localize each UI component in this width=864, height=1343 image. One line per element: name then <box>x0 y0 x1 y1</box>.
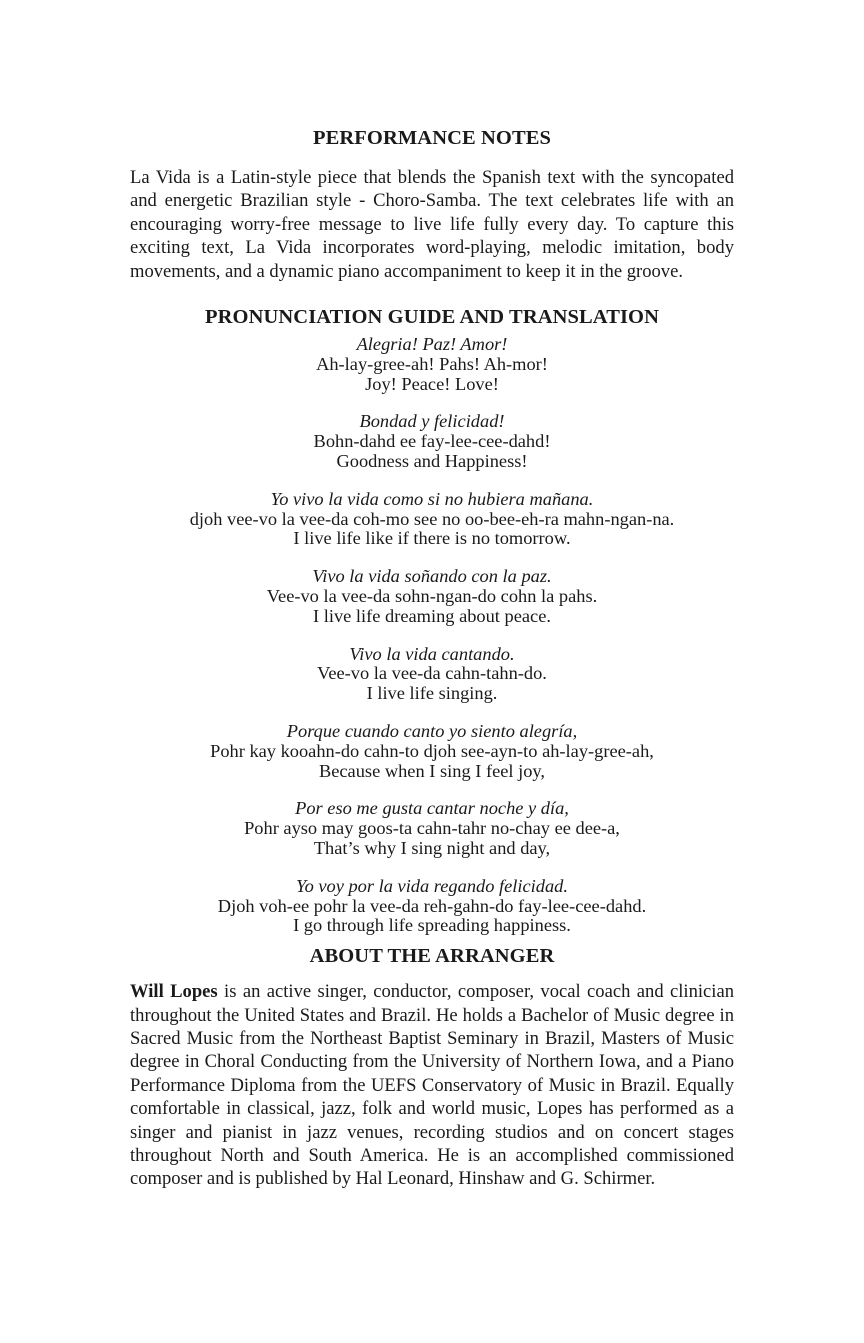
pronunciation-line: Pohr ayso may goos-ta cahn-tahr no-chay ee dee-a, <box>244 818 620 839</box>
spanish-line: Vivo la vida cantando. <box>349 643 515 664</box>
pronunciation-line: Vee-vo la vee-da cahn-tahn-do. <box>317 663 547 684</box>
arranger-bio <box>130 980 734 1191</box>
pronunciation-section <box>130 303 734 936</box>
lyric-stanza <box>130 722 734 781</box>
translation-line: I go through life spreading happiness. <box>293 915 571 936</box>
spanish-line: Alegria! Paz! Amor! <box>356 334 508 355</box>
spanish-line: Yo vivo la vida como si no hubiera mañana. <box>270 488 594 509</box>
pronunciation-line: Vee-vo la vee-da sohn-ngan-do cohn la pahs. <box>266 586 598 606</box>
about-arranger-section <box>130 942 734 1191</box>
pronunciation-title: PRONUNCIATION GUIDE AND TRANSLATION <box>205 306 659 329</box>
translation-line: I live life dreaming about peace. <box>313 605 551 626</box>
translation-line: I live life singing. <box>366 683 498 704</box>
document-page <box>130 124 734 1191</box>
spanish-line: Porque cuando canto yo siento alegría, <box>286 720 578 741</box>
lyric-stanza <box>130 799 734 858</box>
lyric-stanza <box>130 412 734 471</box>
spanish-line: Vivo la vida soñando con la paz. <box>312 566 552 587</box>
translation-line: Goodness and Happiness! <box>336 451 528 472</box>
performance-notes-title: PERFORMANCE NOTES <box>312 127 552 149</box>
pronunciation-line: djoh vee-vo la vee-da coh-mo see no oo-bee-eh-ra mahn-ngan-na. <box>189 508 675 529</box>
pronunciation-line: Djoh voh-ee pohr la vee-da reh-gahn-do fay-lee-cee-dahd. <box>217 895 647 916</box>
pronunciation-line: Ah-lay-gree-ah! Pahs! Ah-mor! <box>316 353 548 374</box>
about-arranger-title: ABOUT THE ARRANGER <box>309 945 555 968</box>
translation-line: I live life like if there is no tomorrow. <box>293 528 571 549</box>
lyric-stanza <box>130 335 734 394</box>
performance-notes-body: La Vida is a Latin-style piece that blends the Spanish text with the syncopated and energetic Brazilian style - Choro-Samba. The text celebrates life with an encouraging worry-free message to live life fully every day. To capture this exciting text, La Vida incorporates word-playing, melodic imitation, body movements, and a dynamic piano accompaniment to keep it in the groove. <box>130 167 734 282</box>
pronunciation-line: Bohn-dahd ee fay-lee-cee-dahd! <box>313 431 551 452</box>
arranger-bio-text: is an active singer, conductor, composer, vocal coach and clinician throughout the United States and Brazil. He holds a Bachelor of Music degree in Sacred Music from the Northeast Baptist Seminary in Brazil, Masters of Music degree in Choral Conducting from the University of Northern Iowa, and a Piano Performance Diploma from the UEFS Conservatory of Music in Brazil. Equally comfortable in classical, jazz, folk and world music, Lopes has performed as a singer and pianist in jazz venues, recording studios and on concert stages throughout North and South America. He is an accomplished commissioned composer and is published by Hal Leonard, Hinshaw and G. Schirmer. <box>130 981 735 1190</box>
lyric-stanza <box>130 877 734 936</box>
arranger-name: Will Lopes <box>130 981 218 1003</box>
spanish-line: Por eso me gusta cantar noche y día, <box>295 798 569 819</box>
translation-line: Because when I sing I feel joy, <box>318 760 546 781</box>
performance-notes-section <box>130 124 734 283</box>
spanish-line: Bondad y felicidad! <box>359 411 505 432</box>
pronunciation-line: Pohr kay kooahn-do cahn-to djoh see-ayn-to ah-lay-gree-ah, <box>210 740 654 761</box>
translation-line: Joy! Peace! Love! <box>365 373 499 394</box>
lyric-stanza <box>130 490 734 549</box>
spanish-line: Yo voy por la vida regando felicidad. <box>296 875 568 896</box>
lyric-stanza <box>130 645 734 704</box>
lyric-stanza <box>130 567 734 626</box>
translation-line: That’s why I sing night and day, <box>313 837 551 858</box>
